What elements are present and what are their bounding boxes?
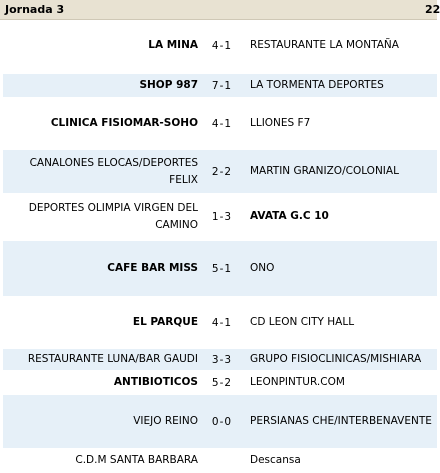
- home-team[interactable]: C.D.M SANTA BARBARA: [75, 453, 198, 466]
- home-team[interactable]: CANALONES ELOCAS/DEPORTES FELIX: [29, 156, 198, 186]
- away-team[interactable]: AVATA G.C 10: [250, 210, 329, 222]
- away-team[interactable]: MARTIN GRANIZO/COLONIAL: [250, 165, 399, 177]
- round-header: [0, 0, 440, 20]
- match-score: 4-1: [211, 117, 233, 130]
- home-team[interactable]: CLINICA FISIOMAR-SOHO: [50, 117, 198, 129]
- away-team[interactable]: GRUPO FISIOCLINICAS/MISHIARA: [250, 353, 422, 365]
- home-team[interactable]: LA MINA: [148, 39, 198, 51]
- match-row: [3, 74, 437, 97]
- match-score: 1-3: [211, 210, 233, 223]
- home-team[interactable]: VIEJO REINO: [133, 415, 198, 427]
- home-team[interactable]: EL PARQUE: [132, 316, 198, 328]
- match-row: [3, 195, 437, 238]
- match-score: 3-3: [211, 353, 233, 366]
- match-row: [3, 298, 437, 347]
- match-score: 4-1: [211, 316, 233, 329]
- round-title: Jornada 3: [5, 3, 65, 16]
- away-team[interactable]: ONO: [250, 262, 275, 274]
- match-score: 5-2: [211, 376, 233, 389]
- round-date: 22: [425, 3, 440, 16]
- bye-label: Descansa: [250, 453, 301, 466]
- match-row: [3, 99, 437, 148]
- match-row: [3, 372, 437, 393]
- away-team[interactable]: RESTAURANTE LA MONTAÑA: [250, 39, 399, 51]
- match-score: 0-0: [211, 415, 233, 428]
- match-row: [3, 241, 437, 296]
- match-score: [199, 450, 245, 470]
- match-row: [3, 150, 437, 193]
- home-team[interactable]: SHOP 987: [139, 79, 198, 91]
- home-team[interactable]: RESTAURANTE LUNA/BAR GAUDI: [27, 353, 198, 365]
- away-team[interactable]: PERSIANAS CHE/INTERBENAVENTE: [250, 415, 432, 427]
- match-row: [3, 450, 437, 470]
- match-row: [3, 395, 437, 448]
- away-team[interactable]: LEONPINTUR.COM: [250, 376, 345, 388]
- home-team[interactable]: CAFE BAR MISS: [107, 262, 198, 274]
- match-row: [3, 349, 437, 370]
- away-team[interactable]: LA TORMENTA DEPORTES: [250, 79, 384, 91]
- home-team[interactable]: ANTIBIOTICOS: [113, 376, 198, 388]
- home-team[interactable]: DEPORTES OLIMPIA VIRGEN DEL CAMINO: [28, 201, 198, 231]
- away-team[interactable]: LLIONES F7: [250, 117, 311, 129]
- away-team[interactable]: CD LEON CITY HALL: [250, 316, 355, 328]
- match-row: [3, 20, 437, 71]
- match-score: 5-1: [211, 262, 233, 275]
- match-score: 7-1: [211, 79, 233, 92]
- match-score: 2-2: [211, 165, 233, 178]
- match-score: 4-1: [211, 39, 233, 52]
